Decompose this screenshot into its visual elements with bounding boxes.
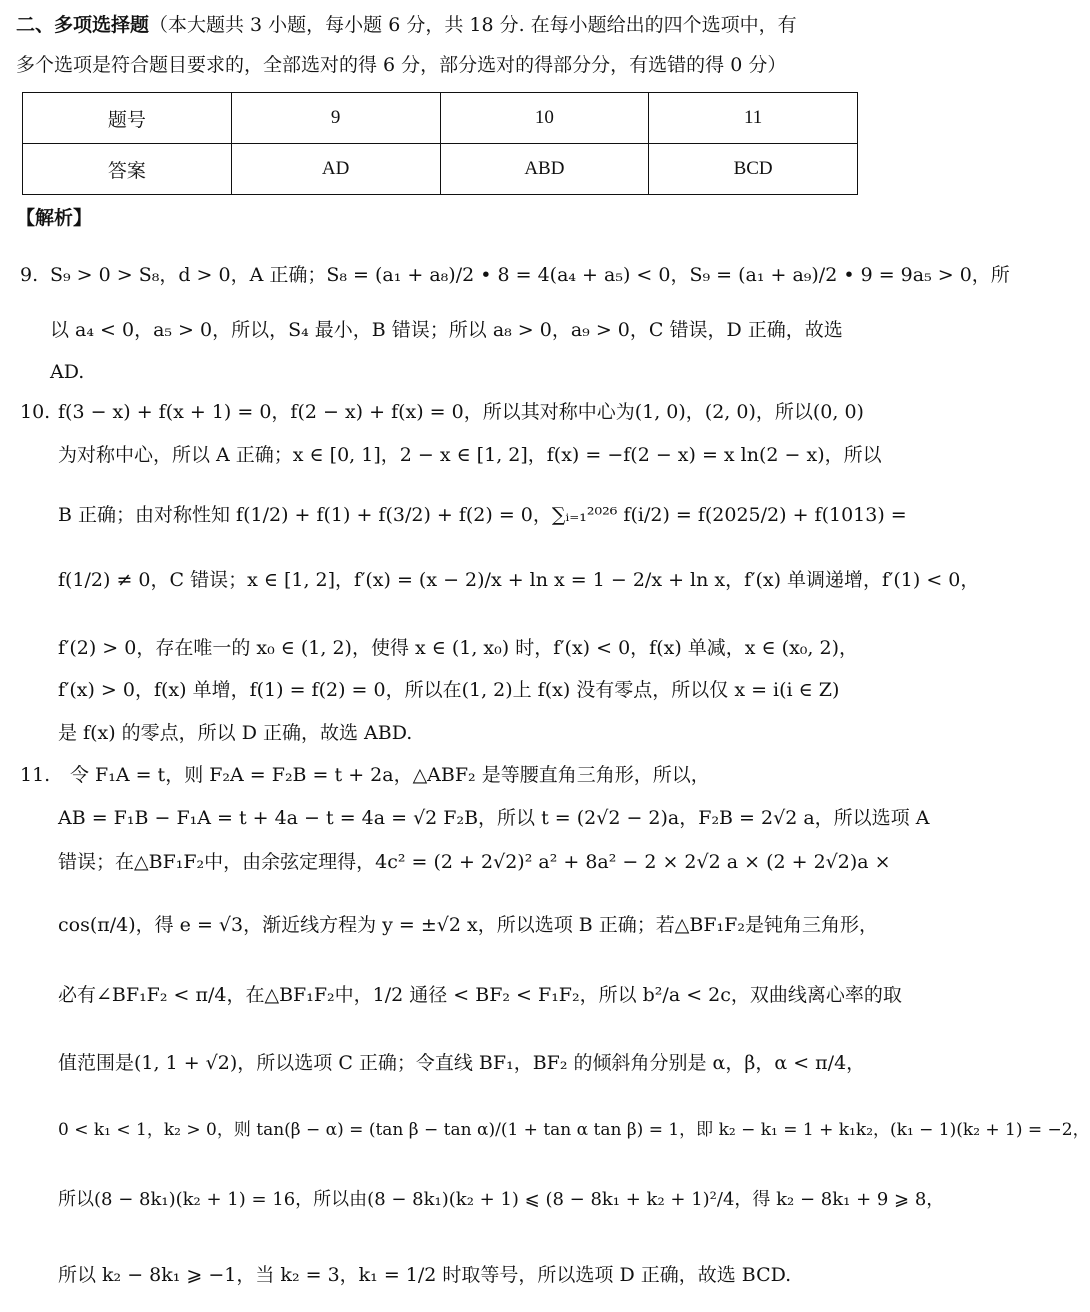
q11-line: 0 < k₁ < 1，k₂ > 0，则 tan(β − α) = (tan β − tan α)/(1 + tan α tan β) = 1，即 k₂ − k₁ = 1 + k₁k₂，(k₁ − 1)(k₂ + 1) = −2， xyxy=(58,1120,1090,1140)
q9-line: S₉ > 0 > S₈，d > 0，A 正确；S₈ = (a₁ + a₈)/2 • 8 = 4(a₄ + a₅) < 0，S₉ = (a₁ + a₉)/2 • 9 = 9a₅ > 0，所 xyxy=(50,264,1010,286)
table-cell: 9 xyxy=(231,93,440,144)
section-header-line2: 多个选项是符合题目要求的，全部选对的得 6 分，部分选对的得部分分，有选错的得 0 分） xyxy=(16,54,787,76)
q9-line: AD. xyxy=(50,361,85,383)
q11-line: 必有∠BF₁F₂ < π/4，在△BF₁F₂中，1/2 通径 < BF₂ < F₁F₂，所以 b²/a < 2c，双曲线离心率的取 xyxy=(58,984,902,1006)
q11-line: 所以(8 − 8k₁)(k₂ + 1) = 16，所以由(8 − 8k₁)(k₂ + 1) ⩽ (8 − 8k₁ + k₂ + 1)²/4，得 k₂ − 8k₁ + 9 ⩾ 8， xyxy=(58,1189,945,1210)
q9-line: 以 a₄ < 0，a₅ > 0，所以，S₄ 最小，B 错误；所以 a₈ > 0，a₉ > 0，C 错误，D 正确，故选 xyxy=(50,319,843,341)
table-cell: 10 xyxy=(440,93,649,144)
table-cell: BCD xyxy=(649,144,858,195)
q11-line: 令 F₁A = t，则 F₂A = F₂B = t + 2a，△ABF₂ 是等腰直角三角形，所以， xyxy=(70,764,710,786)
analysis-label: 【解析】 xyxy=(16,207,93,229)
q11-line: AB = F₁B − F₁A = t + 4a − t = 4a = √2 F₂B，所以 t = (2√2 − 2)a，F₂B = 2√2 a，所以选项 A xyxy=(58,807,930,829)
q10-line: B 正确；由对称性知 f(1/2) + f(1) + f(3/2) + f(2) = 0，∑ᵢ₌₁²⁰²⁶ f(i/2) = f(2025/2) + f(1013) = xyxy=(58,504,907,526)
q11-line: 所以 k₂ − 8k₁ ⩾ −1，当 k₂ = 3，k₁ = 1/2 时取等号，所以选项 D 正确，故选 BCD. xyxy=(58,1264,792,1286)
section-header-line1 xyxy=(16,12,867,38)
q10-line: f(3 − x) + f(x + 1) = 0，f(2 − x) + f(x) = 0，所以其对称中心为(1, 0)，(2, 0)，所以(0, 0) xyxy=(58,401,864,423)
q10-line: 为对称中心，所以 A 正确；x ∈ [0, 1]，2 − x ∈ [1, 2]，f(x) = −f(2 − x) = x ln(2 − x)，所以 xyxy=(58,444,882,466)
q10-line: 是 f(x) 的零点，所以 D 正确，故选 ABD. xyxy=(58,722,413,744)
q11-line: cos(π/4)，得 e = √3，渐近线方程为 y = ±√2 x，所以选项 B 正确；若△BF₁F₂是钝角三角形， xyxy=(58,914,878,936)
question-number-10: 10. xyxy=(20,401,51,423)
table-cell: ABD xyxy=(440,144,649,195)
q11-line: 错误；在△BF₁F₂中，由余弦定理得，4c² = (2 + 2√2)² a² + 8a² − 2 × 2√2 a × (2 + 2√2)a × xyxy=(58,851,891,873)
question-number-11: 11. xyxy=(20,764,51,786)
table-row xyxy=(23,93,858,144)
section-instructions: （本大题共 3 小题，每小题 6 分，共 18 分. 在每小题给出的四个选项中，有 xyxy=(149,14,797,36)
q11-line: 值范围是(1, 1 + √2)，所以选项 C 正确；令直线 BF₁，BF₂ 的倾斜角分别是 α，β，α < π/4， xyxy=(58,1052,866,1074)
q10-line: f′(x) > 0，f(x) 单增，f(1) = f(2) = 0，所以在(1, 2)上 f(x) 没有零点，所以仅 x = i(i ∈ Z) xyxy=(58,679,840,701)
q10-line: f(1/2) ≠ 0，C 错误；x ∈ [1, 2]，f′(x) = (x − 2)/x + ln x = 1 − 2/x + ln x，f′(x) 单调递增，f′(1) < 0， xyxy=(58,569,980,591)
table-cell: 答案 xyxy=(23,144,232,195)
answer-table xyxy=(22,92,858,195)
table-row xyxy=(23,144,858,195)
table-cell: 题号 xyxy=(23,93,232,144)
table-cell: 11 xyxy=(649,93,858,144)
table-cell: AD xyxy=(231,144,440,195)
q10-line: f′(2) > 0，存在唯一的 x₀ ∈ (1, 2)，使得 x ∈ (1, x₀) 时，f′(x) < 0，f(x) 单减，x ∈ (x₀, 2)， xyxy=(58,637,858,659)
question-number-9: 9. xyxy=(20,264,39,286)
section-title: 二、多项选择题 xyxy=(16,14,150,36)
